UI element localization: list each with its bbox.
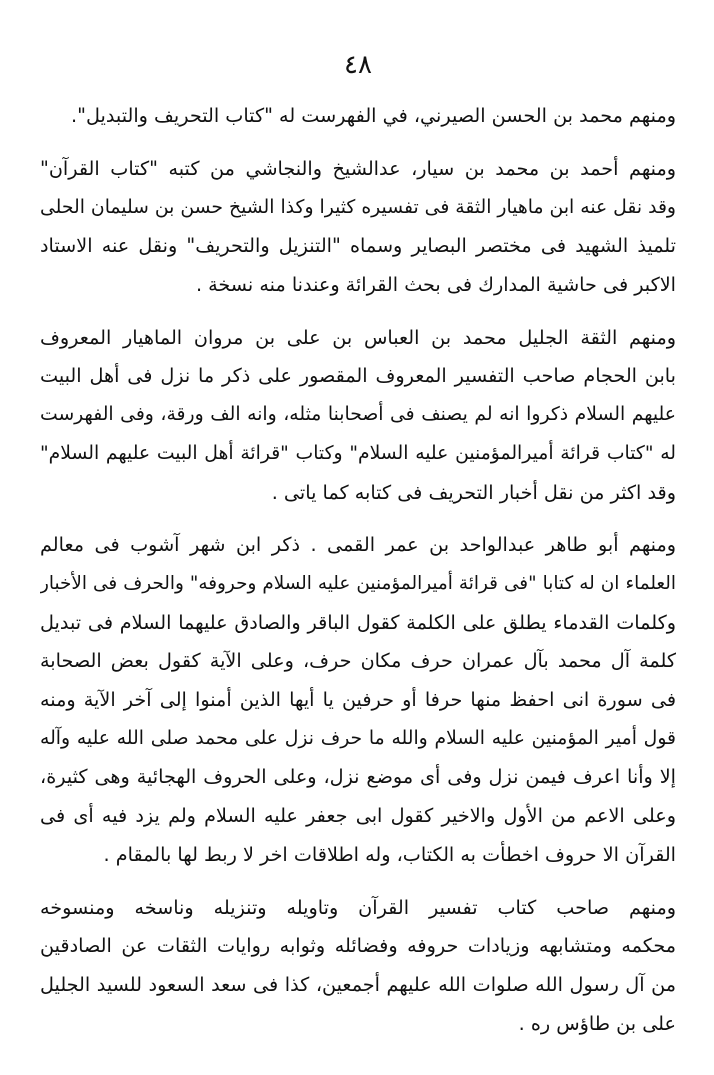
text-line: وقد اكثر من نقل أخبار التحريف فى كتابه كما ياتى .	[271, 480, 676, 504]
text-line: ومنهم أحمد بن محمد بن سيار، عدالشيخ والنجاشي من كتبه "كتاب القرآن"	[40, 156, 676, 180]
text-line: وكلمات القدماء يطلق على الكلمة كقول الباقر والصادق عليهما السلام فى تبديل	[40, 610, 676, 634]
paragraph	[40, 319, 676, 513]
text-line: فى سورة انى احفظ منها حرفا أو حرفين يا أيها الذين أمنوا إلى آخر الآية ومنه	[40, 688, 676, 712]
text-line: له "كتاب قرائة أميرالمؤمنين عليه السلام" وكتاب "قرائة أهل البيت عليهم السلام"	[40, 442, 676, 464]
paragraph	[40, 150, 676, 305]
text-line: الاكبر فى حاشية المدارك فى بحث القرائة وعندنا منه نسخة .	[195, 273, 676, 296]
text-line: وقد نقل عنه ابن ماهيار الثقة فى تفسيره كثيرا وكذا الشيخ حسن بن سليمان الحلى	[40, 196, 676, 218]
text-line: على بن طاؤس ره .	[518, 1011, 676, 1035]
text-line: بابن الحجام صاحب التفسير المعروف المقصور على ذكر ما نزل فى أهل البيت	[40, 364, 676, 388]
text-line: ومنهم أبو طاهر عبدالواحد بن عمر القمى . ذكر ابن شهر آشوب فى معالم	[40, 533, 676, 557]
text-line: ومنهم الثقة الجليل محمد بن العباس بن على بن مروان الماهيار المعروف	[40, 325, 676, 349]
page-number: ٤٨	[344, 50, 372, 80]
text-line: إلا وأنا اعرف فيمن نزل وفى أى موضع نزل، وعلى الحروف الهجائية وهى كثيرة،	[40, 765, 676, 789]
text-line: تلميذ الشهيد فى مختصر البصاير وسماه "التنزيل والتحريف" ونقل عنه الاستاد	[40, 234, 676, 258]
text-line: كلمة آل محمد بآل عمران حرف مكان حرف، وعلى الآية كقول بعض الصحابة	[40, 649, 676, 673]
text-line: من آل رسول الله صلوات الله عليهم أجمعين، كذا فى سعد السعود للسيد الجليل	[40, 972, 676, 996]
paragraph	[40, 97, 676, 136]
text-line: ومنهم صاحب كتاب تفسير القرآن وتاويله وتنزيله وناسخه ومنسوخه	[40, 895, 676, 919]
text-line: وعلى الاعم من الأول والاخير كقول ابى جعفر عليه السلام ولم يزد فيه أى فى	[40, 804, 676, 828]
text-line: العلماء ان له كتابا "فى قرائة أميرالمؤمنين عليه السلام وحروفه" والحرف فى الأخبار	[40, 572, 676, 594]
text-line: ومنهم محمد بن الحسن الصيرني، في الفهرست له "كتاب التحريف والتبديل".	[71, 104, 676, 128]
text-line: قول أمير المؤمنين عليه السلام والله ما حرف نزل على محمد صلى الله عليه وآله	[40, 727, 676, 749]
text-line: عليهم السلام ذكروا انه لم يصنف فى أصحابنا مثله، وانه الف ورقة، وفى الفهرست	[40, 404, 676, 426]
text-line: محكمه ومتشابهه وزيادات حروفه وفضائله وثوابه روايات الثقات عن الصادقين	[40, 934, 676, 958]
text-line: القرآن الا حروف اخطأت به الكتاب، وله اطلاقات اخر لا ربط لها بالمقام .	[103, 842, 676, 866]
paragraph	[40, 526, 676, 874]
book-page	[40, 50, 676, 1057]
paragraph	[40, 889, 676, 1044]
